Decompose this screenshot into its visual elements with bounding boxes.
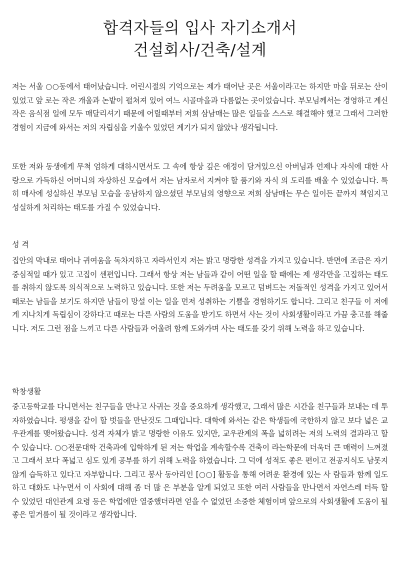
section-heading-school-life: 학창생활 [12, 387, 41, 396]
document-title: 합격자들의 입사 자기소개서 [103, 19, 297, 37]
paragraph-birthplace: 저는 서울 ○○동에서 태어났습니다. 어린시절의 기억으로는 제가 태어난 곳은 서울이라고는 하지만 마을 뒤로는 산이 있었고 앞 로는 작은 개울과 논밭이 펼쳐져 있어 여느 시골마을과 다름없는 곳이었습니다. 부모님께서는 경영하고 계신 작은 음식점 일에 모두 매달리셔기 때문에 어릴때부터 저희 삼남매는 많은 일들을 스스로 해결해야 했고 그래서 그러한 경험이 지금에 와서는 저의 자립심을 키울수 있었던 계기가 되지 않았나 생각됩니다. [12, 82, 388, 132]
document-subtitle: 건설회사/건축/설계 [133, 41, 267, 59]
paragraph-school-life: 중고등학교를 다니면서는 친구들을 만나고 사귀는 것을 중요하게 생각했고, 그래서 많은 시간을 친구들과 보내는 데 투자하였습니다. 평생을 같이 할 벗들을 만난것도 그때입니다. 대학에 와서는 같은 학생들에 국한하지 않고 보다 넓은 교우관계를 맺어왔습니다. 성격 자체가 밝고 명랑한 이유도 있지만, 교우관계의 폭을 넓히려는 저의 노력의 결과라고 할 수 있습니다. ○○전문대학 건축과에 입학하게 된 저는 학업을 계속할수록 건축이 라는학문에 더욱더 큰 매력이 느껴졌고 그래서 보다 폭넓고 심도 있게 공부를 하기 위해 노력을 하였습니다. 그 덕에 성적도 좋은 편이고 전공지식도 남못지 않게 습득하고 있다고 자부합니다. 그리고 봉사 동아리인 [○○] 활동을 통해 어려운 환경에 있는 사 람들과 함께 일도 하고 대화도 나누면서 이 사회에 대해 좀 더 많 은 부분을 알게 되었고 또한 여러 사람들을 만나면서 자연스레 터득 할 수 있었던 대인관계 요령 등은 학업에만 열중했더라면 얻을 수 없었던 소중한 체험이며 앞으로의 사회생활에 도움이 될 좋은 밑거름이 될 것이라고 생각합니다. [12, 402, 388, 519]
paragraph-personality: 집안의 막내로 태어나 귀여움을 독차지하고 자라서인지 저는 밝고 명랑한 성격을 가지고 있습니다. 반면에 조금은 자기중심적일 때가 있고 고집이 센편입니다. 그래서 항상 저는 남들과 같이 어떤 일을 할 때에는 제 생각만을 고집하는 태도를 취하지 않도록 의식적으로 노력하고 있습니다. 또한 저는 두려움을 모르고 덤벼드는 저돌적인 성격을 가지고 있어서 때로는 남들을 보기도 하지만 남들이 망설 이는 일을 먼저 성취하는 기쁨을 경험하기도 합니다. 그리고 친구들 이 저에게 지나치게 독립심이 강하다고 때로는 다른 사람의 도움을 받기도 하면서 사는 것이 사회생활이라고 가끔 충고를 해줍니다. 저도 그런 점을 느끼고 다른 사람들과 어울려 함께 도와가며 사는 태도를 갖기 위해 노력을 하고 있습니다. [12, 256, 388, 333]
section-heading-personality: 성 격 [12, 240, 29, 249]
paragraph-family: 또한 저와 동생에게 무척 엄하게 대하시면서도 그 속에 항상 깊은 애정이 담겨있으신 아버님과 언제나 자식에 대한 사랑으로 가득하신 어머니의 자상하신 모습에서 저는 남자로서 지켜야 할 품기와 자식 의 도리를 배울 수 있었습니다. 특히 매사에 성실하신 부모님 모습을 옹남하지 않으셨던 부모님의 영향으로 저희 삼남매는 무슨 일이든 끝까지 책임지고 성실하게 처리하는 태도를 가질 수 있었습니다. [12, 162, 388, 212]
